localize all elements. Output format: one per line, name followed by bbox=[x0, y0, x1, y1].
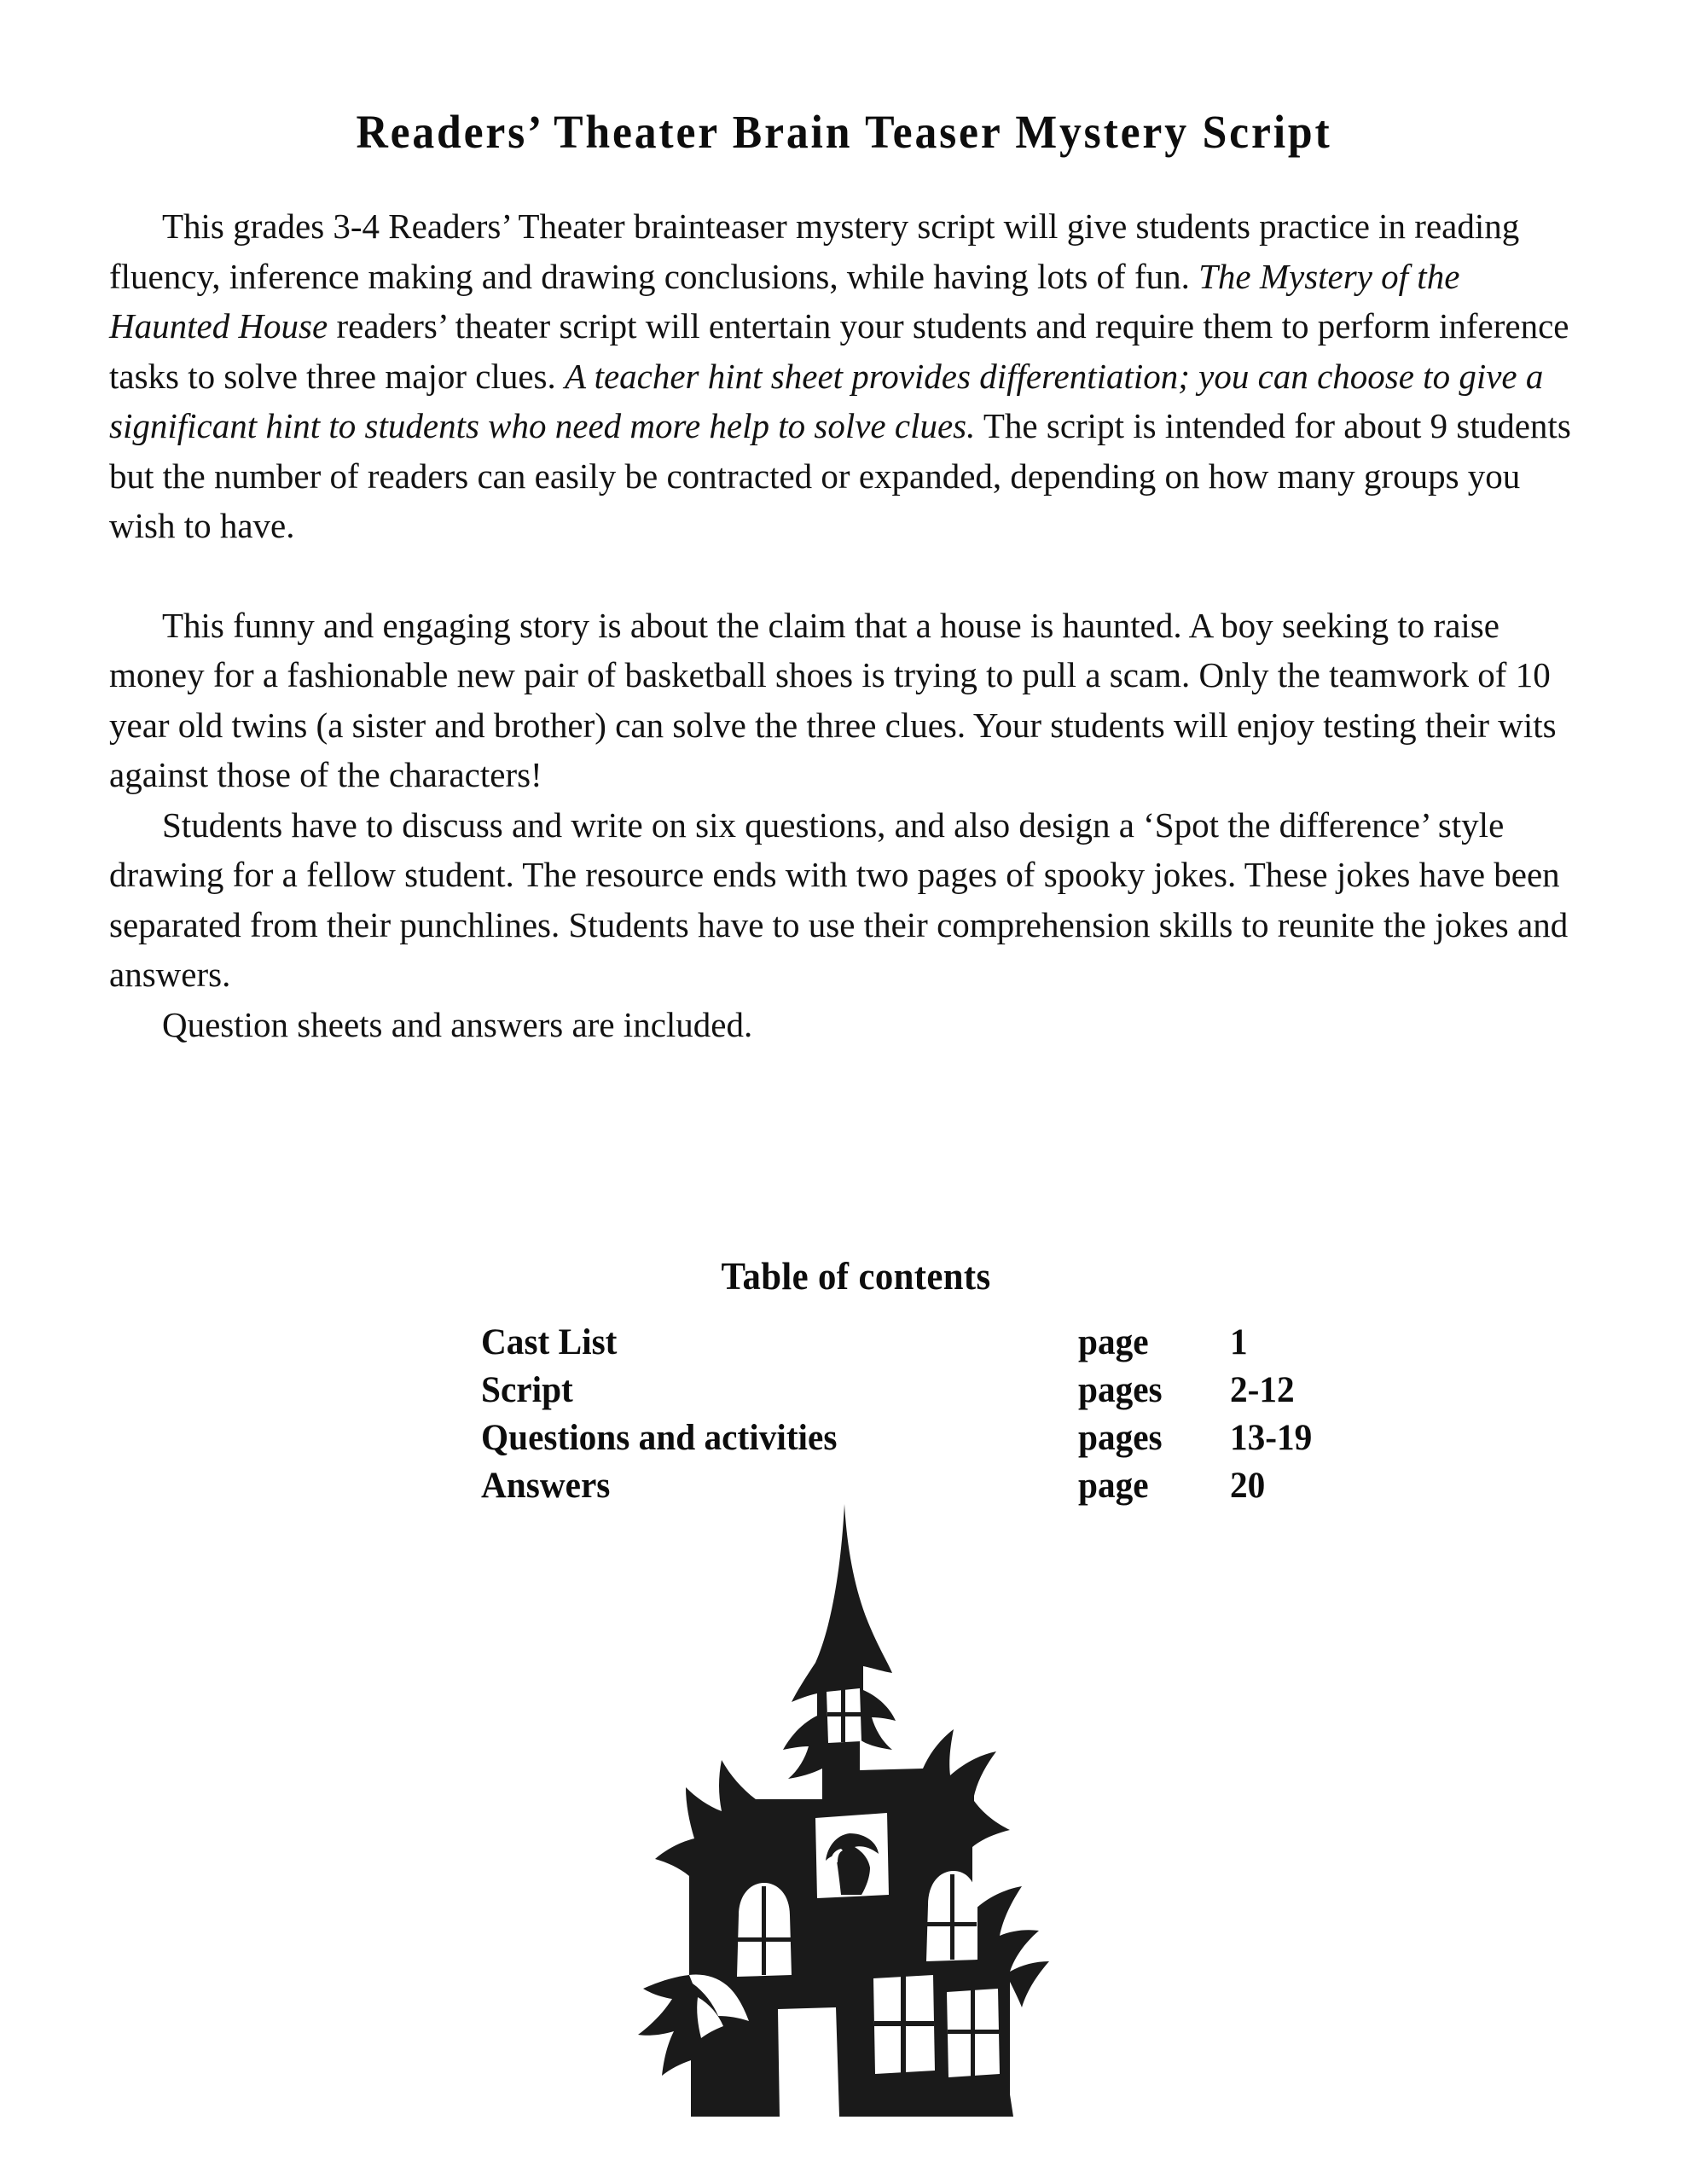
table-of-contents bbox=[0, 1254, 1688, 1506]
toc-item-label: Script bbox=[481, 1370, 573, 1410]
paragraph-intro-part-3: The script is intended for about 9 students but the number of readers can easily be contracted or expanded, depending on how many groups you wish to have. bbox=[109, 406, 1571, 545]
paragraph-intro-part-1: This grades 3-4 Readers’ Theater brainteaser mystery script will give students practice in reading fluency, inference making and drawing conclusions, while having lots of fun. bbox=[109, 206, 1520, 296]
table-row bbox=[481, 1319, 1401, 1367]
paragraph-story: This funny and engaging story is about the claim that a house is haunted. A boy seeking to raise money for a fashionable new pair of basketball shoes is trying to pull a scam. Only the teamwork of 10 year old twins (a sister and brother) can solve the three clues. Your students will enjoy testing their wits against those of the characters! bbox=[109, 605, 1557, 794]
paragraph-intro bbox=[109, 201, 1585, 551]
spire-window-icon bbox=[827, 1688, 861, 1743]
toc-item-unit: page bbox=[1078, 1322, 1149, 1362]
hint-sheet-note: A teacher hint sheet provides differentiation; you can choose to give a significant hint to students who need more help to solve clues. bbox=[109, 356, 1544, 445]
toc-item-unit: pages bbox=[1078, 1418, 1163, 1458]
left-arched-window-icon bbox=[737, 1883, 792, 1977]
table-of-contents-heading: Table of contents bbox=[721, 1255, 991, 1298]
toc-item-label: Questions and activities bbox=[481, 1418, 838, 1458]
toc-item-pages: 2-12 bbox=[1230, 1370, 1295, 1410]
paragraph-intro-part-2: readers’ theater script will entertain your students and require them to perform inference tasks to solve three major clues. bbox=[109, 306, 1569, 396]
body-text bbox=[109, 201, 1585, 1049]
title-mystery-of-the-haunted-house: The Mystery of the Haunted House bbox=[109, 256, 1460, 346]
toc-item-unit: page bbox=[1078, 1466, 1149, 1506]
lower-middle-window-icon bbox=[873, 1975, 935, 2074]
toc-item-pages: 1 bbox=[1230, 1322, 1248, 1362]
toc-item-unit: pages bbox=[1078, 1370, 1163, 1410]
toc-item-label: Answers bbox=[481, 1466, 611, 1506]
right-arched-window-icon bbox=[926, 1871, 977, 1961]
page-title: Readers’ Theater Brain Teaser Mystery Script bbox=[356, 106, 1332, 158]
paragraph-activities: Students have to discuss and write on six questions, and also design a ‘Spot the difference’ style drawing for a fellow student. The resource ends with two pages of spooky jokes. These jokes have been separated from their punchlines. Students have to use their comprehension skills to reunite the jokes and answers. bbox=[109, 804, 1569, 994]
ghost-window-icon bbox=[815, 1813, 889, 1898]
table-row bbox=[481, 1367, 1401, 1414]
front-door-icon bbox=[778, 2007, 839, 2117]
haunted-house-icon bbox=[589, 1497, 1100, 2154]
toc-item-pages: 13-19 bbox=[1230, 1418, 1313, 1458]
toc-item-label: Cast List bbox=[481, 1322, 618, 1362]
haunted-house-illustration bbox=[589, 1497, 1100, 2154]
toc-item-pages: 20 bbox=[1230, 1466, 1266, 1506]
lower-right-window-icon bbox=[947, 1989, 1000, 2077]
paragraph-answers-note: Question sheets and answers are included. bbox=[162, 1004, 753, 1044]
table-row bbox=[481, 1414, 1401, 1462]
table-of-contents-table bbox=[481, 1319, 1401, 1510]
